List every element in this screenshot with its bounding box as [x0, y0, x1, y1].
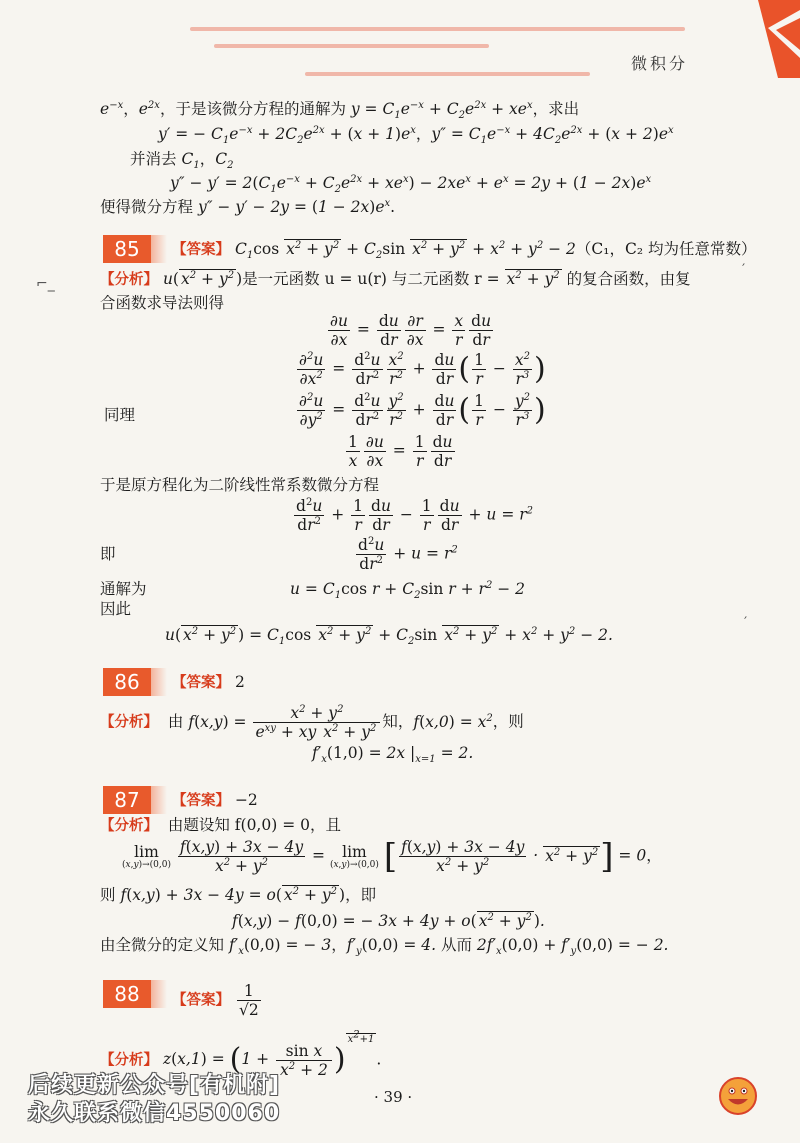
eq-85-8: u( $x^2 + y^2$ ) = $C_1\cos$ $x^2 + y^2 + C_2\sin$ $x^2 + y^2 + x^2 + y^2 - 2$. [165, 625, 613, 648]
eq-87-1: lim (x,y)→(0,0) $\frac{f(x,y) + 3x - 4y}{x^2 + y^2}$ = lim (x,y)→(0,0) [ $\frac{f(x,y) + 3x - 4y}{x^2 + y^2}$ · $x^2 + y^2] = 0$， [122, 836, 662, 877]
answer-85-note: （C₁，C₂ 均为任意常数） [575, 240, 757, 258]
answer-88-fraction [237, 982, 261, 1019]
analysis-86-lead: 由 [167, 712, 184, 731]
analysis-87-line-2: 则 f(x,y) + 3x − 4y = o( $x^2 + y^2$ )，即 [100, 885, 377, 904]
margin-mark: ′ [742, 262, 746, 278]
ji-label: 即 [100, 545, 116, 563]
answer-tag: 【答案】 [172, 675, 230, 691]
intro-prefix: e [100, 100, 110, 118]
number-fade [151, 668, 167, 696]
number-fade [151, 786, 167, 814]
eq-85-3: $\frac{\partial^2u}{\partial y^2}$ = $\frac{d^2u}{dr^2}$ $\frac{y^2}{r^2}$ + $\frac{du}{dr}$ ( $\frac{1}{r}$ − $\frac{y^2}{r^3}$ ) [299, 391, 546, 429]
corner-arrow-icon [738, 0, 800, 78]
answer-tag: 【答案】 [172, 242, 230, 258]
eq-85-2: $\frac{\partial^2u}{\partial x^2}$ = $\frac{d^2u}{dr^2}$ $\frac{x^2}{r^2}$ + $\frac{du}{dr}$ ( $\frac{1}{r}$ − $\frac{x^2}{r^3}$ ) [299, 350, 546, 388]
eq-85-5: $\frac{d^2u}{dr^2}$ + $\frac{1}{r}$ $\frac{du}{dr}$ − $\frac{1}{r}$ $\frac{du}{dr}$ + $u = r^2$ [296, 496, 534, 534]
intro-line-4: $y'' - y' = 2(C_1e^{-x} + C_2e^{2x} + xe^x) - 2xe^x + e^x = 2y + (1 - 2x)e^x$ [170, 173, 652, 196]
intro-line-2: y′ = − $C_1e^{-x} + 2C_2e^{2x} + (x + 1)e^x$，$y'' = C_1e^{-x} + 4C_2e^{2x} + (x + 2)e^x$ [158, 124, 674, 147]
tongli-label: 同理 [104, 406, 136, 424]
analysis-tag: 【分析】 [100, 714, 158, 731]
answer-88-den: √2 [238, 1001, 259, 1019]
number-fade [151, 980, 167, 1008]
watermark-line-2: 永久联系微信4550060 [28, 1101, 281, 1126]
eq-85-6: $\frac{d^2u}{dr^2}$ + $u = r^2$ [358, 535, 458, 573]
analysis-87-then-post: ，即 [345, 886, 377, 904]
eq-87-2: f(x,y) − f(0,0) = − 3x + 4y + o( $x^2 + y^2$ ). [232, 911, 545, 930]
analysis-tag: 【分析】 [100, 272, 158, 288]
header-rule-3 [305, 72, 590, 76]
header-rule-2 [214, 44, 489, 48]
answer-tag: 【答案】 [172, 992, 230, 1009]
smiley-face-icon [718, 1076, 758, 1116]
analysis-88-line-1: 【分析】 z(x,1) = (1 + $\frac{\text{sin x}}{x^2 + 2}$ )$^{x^2+1}$. [100, 1030, 382, 1079]
problem-number-86: 86 [103, 668, 151, 696]
therefore-label: 因此 [100, 600, 132, 618]
analysis-87-concl-mid: 从而 [436, 936, 477, 954]
watermark-line-1: 后续更新公众号[有机附] [28, 1073, 281, 1098]
answer-87-value: −2 [234, 791, 258, 809]
answer-86 [172, 671, 245, 694]
analysis-85-text: 是一元函数 u = u(r) 与二元函数 r = [242, 270, 500, 288]
page-number: · 39 · [374, 1088, 413, 1106]
eq-85-1: $\frac{\partial u}{\partial x}$ = $\frac{du}{dr}$ $\frac{\partial r}{\partial x}$ = $\frac{x}{r}$ $\frac{du}{dr}$ [330, 312, 492, 349]
intro-line-5: 便得微分方程 $y'' - y' - 2y = (1 - 2x)e^x$. [100, 197, 396, 216]
eq-85-4: $\frac{1}{x}$ $\frac{\partial u}{\partial x}$ = $\frac{1}{r}$ $\frac{du}{dr}$ [348, 433, 453, 470]
analysis-87-line-1 [100, 814, 341, 837]
analysis-87-lead: 由题设知 f(0,0) = 0，且 [167, 816, 341, 834]
margin-mark: ′ [744, 615, 748, 631]
problem-number-87: 87 [103, 786, 151, 814]
answer-86-value: 2 [234, 673, 245, 691]
intro-text-3: 并消去 [130, 150, 182, 168]
answer-85: 【答案】 $C_1\cos$ $x^2 + y^2 + C_2\sin$ $x^2 + y^2 + x^2 + y^2 - 2(C_1$，C₂ 均为任意常数） [172, 239, 757, 262]
intro-line-1: $e^{-x}$，$e^{2x}$，于是该微分方程的通解为 $y = C_1e^{-x} + C_2e^{2x} + xe^x$，求出 [100, 99, 580, 122]
analysis-87-line-3: 由全微分的定义知 $f'_x(0,0)$ = − 3，$f'_y(0,0) = 4$. 从而 $2f'_x(0,0) + f'_y(0,0)$ = − 2. [100, 936, 669, 958]
eq-85-7: $u = C_1\cos$ $r + C_2\sin$ $r + r^2 - 2$ [290, 579, 526, 602]
intro-text-5: 便得微分方程 [100, 198, 198, 216]
section-title: 微积分 [630, 54, 688, 73]
analysis-86-then: ，则 [492, 712, 524, 731]
analysis-85-tail: 的复合函数，由复 [566, 270, 691, 288]
general-label: 通解为 [100, 580, 147, 598]
analysis-86-line-1: 【分析】 由 f(x,y) = $\frac{x^2 + y^2}{e^{xy} + xy x^2 + y^2}$ 知，$f(x,0) = x^2$，则 [100, 703, 524, 741]
answer-tag: 【答案】 [172, 793, 230, 809]
analysis-87-then-pre: 则 [100, 886, 121, 904]
intro-text-1-tail: ，求出 [532, 100, 580, 118]
analysis-85-line-2: 合函数求导法则得 [100, 294, 225, 312]
eq-86-1: $f'_x(1,0) = 2x$ $|_{x=1} = 2$. [312, 744, 474, 766]
answer-87 [172, 789, 258, 812]
intro-line-3: 并消去 $C_1$，$C_2$ [130, 150, 234, 172]
problem-number-85: 85 [103, 235, 151, 263]
analysis-85-line-1: 【分析】 u( $x^2 + y^2$ )是一元函数 u = u(r) 与二元函数 $r = x^2 + y^2$ 的复合函数，由复 [100, 269, 691, 288]
analysis-86-know: 知， [382, 712, 414, 731]
answer-88 [172, 982, 263, 1019]
answer-88-num: 1 [237, 982, 261, 1001]
intro-text-1: ，于是该微分方程的通解为 [159, 100, 351, 118]
header-rule-1 [190, 27, 685, 31]
problem-number-88: 88 [103, 980, 151, 1008]
analysis-tag: 【分析】 [100, 818, 158, 834]
analysis-87-concl-pre: 由全微分的定义知 [100, 936, 229, 954]
margin-mark: ⌐_ [36, 276, 55, 292]
transform-text: 于是原方程化为二阶线性常系数微分方程 [100, 476, 380, 494]
analysis-tag: 【分析】 [100, 1052, 158, 1069]
number-fade [151, 235, 167, 263]
